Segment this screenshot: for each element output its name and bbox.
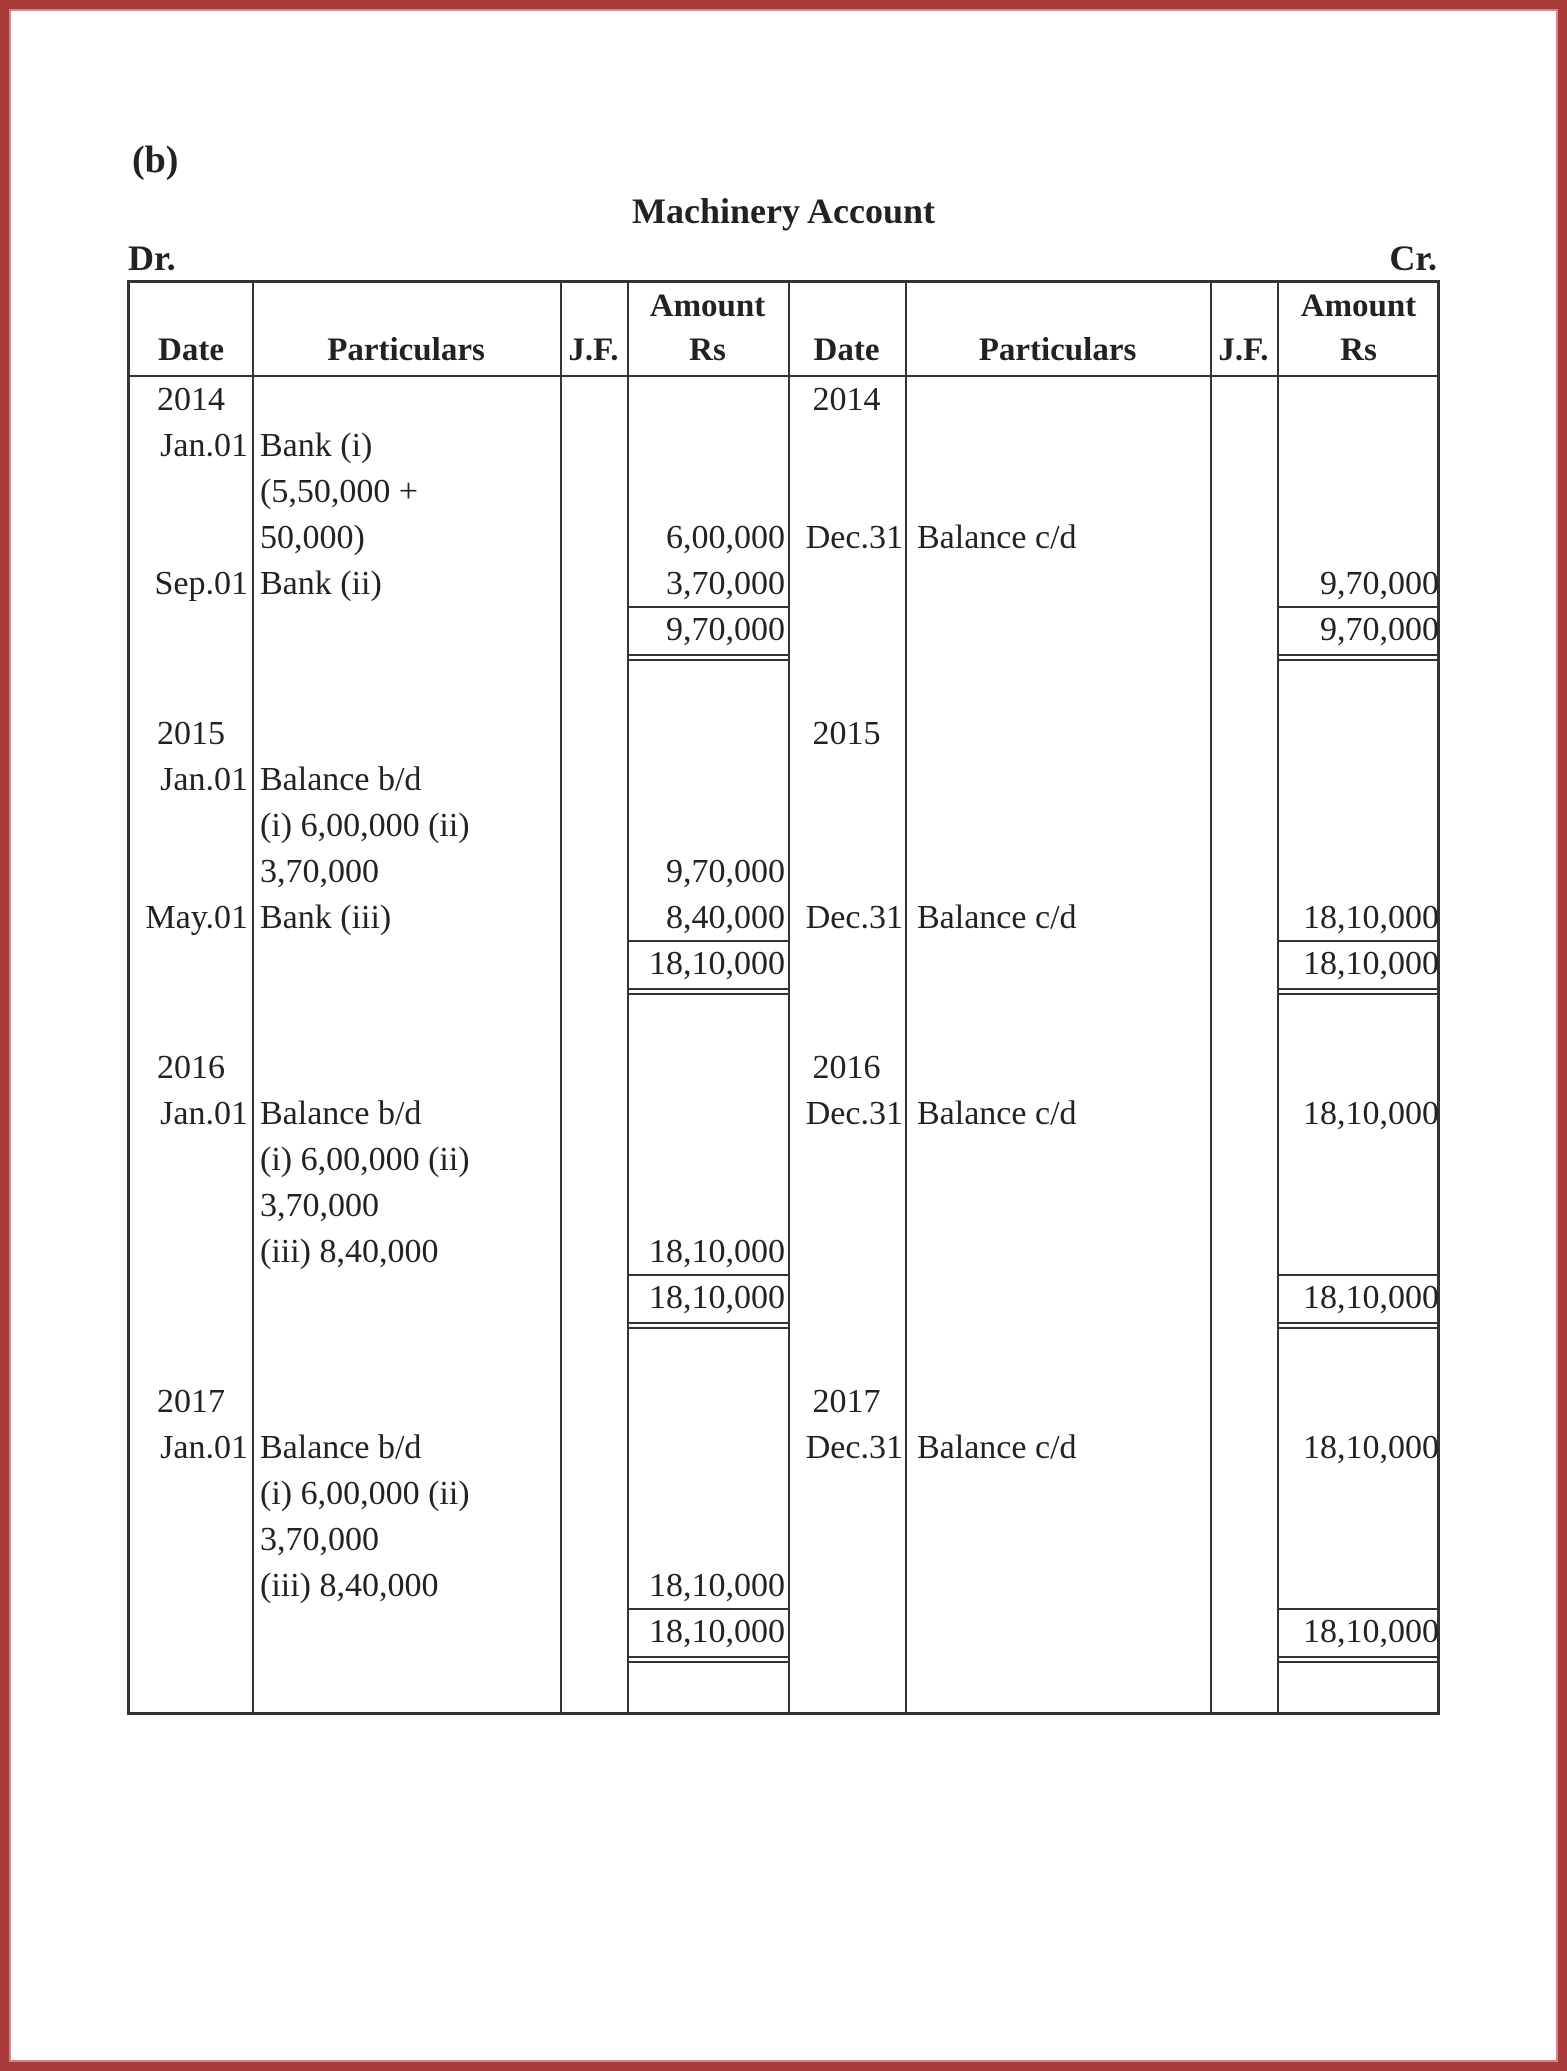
credit-date: Dec.31 — [805, 899, 903, 936]
col-rule — [627, 283, 629, 1712]
debit-total: 9,70,000 — [666, 611, 785, 648]
year-label-cr: 2017 — [812, 1383, 881, 1420]
debit-particulars: (i) 6,00,000 (ii) — [260, 1141, 470, 1178]
debit-date: Jan.01 — [160, 1429, 248, 1466]
debit-particulars: Balance b/d — [260, 1429, 422, 1466]
header-amount-dr: Amount — [649, 288, 766, 324]
header-rule — [130, 375, 1437, 377]
debit-particulars: 50,000) — [260, 519, 365, 556]
credit-particulars: Balance c/d — [917, 1429, 1077, 1466]
col-rule — [252, 283, 254, 1712]
credit-amount: 9,70,000 — [1320, 565, 1439, 602]
total-double-rule-cr — [1277, 1656, 1440, 1663]
credit-total: 18,10,000 — [1303, 945, 1439, 982]
col-rule — [1277, 283, 1279, 1712]
debit-date: Jan.01 — [160, 1095, 248, 1132]
credit-marker: Cr. — [1389, 238, 1437, 278]
debit-amount: 3,70,000 — [666, 565, 785, 602]
total-double-rule-dr — [627, 1322, 788, 1329]
debit-particulars: Bank (ii) — [260, 565, 382, 602]
debit-date: Jan.01 — [160, 761, 248, 798]
debit-amount: 8,40,000 — [666, 899, 785, 936]
debit-total: 18,10,000 — [649, 1279, 785, 1316]
debit-marker: Dr. — [128, 238, 176, 278]
year-label-dr: 2015 — [157, 715, 225, 752]
debit-total: 18,10,000 — [649, 1613, 785, 1650]
total-double-rule-dr — [627, 654, 788, 661]
debit-particulars: (5,50,000 + — [260, 473, 418, 510]
debit-amount: 9,70,000 — [666, 853, 785, 890]
debit-amount: 18,10,000 — [649, 1567, 785, 1604]
total-double-rule-cr — [1277, 1322, 1440, 1329]
year-label-dr: 2014 — [157, 381, 225, 418]
debit-particulars: Balance b/d — [260, 761, 422, 798]
header-amount-cr: Amount — [1300, 288, 1417, 324]
ledger-table — [127, 280, 1440, 1715]
header-date-cr: Date — [813, 332, 880, 368]
debit-particulars: (iii) 8,40,000 — [260, 1567, 439, 1604]
credit-date: Dec.31 — [805, 1095, 903, 1132]
header-rs-dr: Rs — [689, 332, 726, 368]
debit-amount: 6,00,000 — [666, 519, 785, 556]
total-double-rule-dr — [627, 988, 788, 995]
col-rule — [905, 283, 907, 1712]
credit-particulars: Balance c/d — [917, 519, 1077, 556]
debit-particulars: Bank (iii) — [260, 899, 392, 936]
debit-particulars: 3,70,000 — [260, 1187, 379, 1224]
col-rule — [1210, 283, 1212, 1712]
debit-particulars: 3,70,000 — [260, 1521, 379, 1558]
debit-particulars: (iii) 8,40,000 — [260, 1233, 439, 1270]
header-date-dr: Date — [158, 332, 224, 368]
year-label-cr: 2015 — [812, 715, 881, 752]
account-title: Machinery Account — [632, 191, 935, 231]
header-jf-cr: J.F. — [1218, 332, 1269, 368]
credit-date: Dec.31 — [805, 519, 903, 556]
total-double-rule-cr — [1277, 988, 1440, 995]
credit-amount: 18,10,000 — [1303, 1095, 1439, 1132]
debit-particulars: Bank (i) — [260, 427, 373, 464]
debit-particulars: (i) 6,00,000 (ii) — [260, 1475, 470, 1512]
debit-total: 18,10,000 — [649, 945, 785, 982]
debit-date: May.01 — [145, 899, 248, 936]
header-particulars-dr: Particulars — [327, 332, 485, 368]
total-double-rule-dr — [627, 1656, 788, 1663]
credit-total: 18,10,000 — [1303, 1613, 1439, 1650]
col-rule — [788, 283, 790, 1712]
credit-amount: 18,10,000 — [1303, 1429, 1439, 1466]
credit-particulars: Balance c/d — [917, 1095, 1077, 1132]
header-jf-dr: J.F. — [568, 332, 619, 368]
credit-amount: 18,10,000 — [1303, 899, 1439, 936]
col-rule — [560, 283, 562, 1712]
debit-particulars: (i) 6,00,000 (ii) — [260, 807, 470, 844]
debit-amount: 18,10,000 — [649, 1233, 785, 1270]
credit-particulars: Balance c/d — [917, 899, 1077, 936]
total-double-rule-cr — [1277, 654, 1440, 661]
debit-particulars: 3,70,000 — [260, 853, 379, 890]
part-label: (b) — [132, 139, 179, 181]
credit-date: Dec.31 — [805, 1429, 903, 1466]
credit-total: 9,70,000 — [1320, 611, 1439, 648]
year-label-cr: 2014 — [812, 381, 881, 418]
year-label-dr: 2016 — [157, 1049, 225, 1086]
credit-total: 18,10,000 — [1303, 1279, 1439, 1316]
year-label-dr: 2017 — [157, 1383, 225, 1420]
debit-particulars: Balance b/d — [260, 1095, 422, 1132]
header-rs-cr: Rs — [1340, 332, 1377, 368]
debit-date: Jan.01 — [160, 427, 248, 464]
header-particulars-cr: Particulars — [978, 332, 1137, 368]
debit-date: Sep.01 — [154, 565, 248, 602]
year-label-cr: 2016 — [812, 1049, 881, 1086]
